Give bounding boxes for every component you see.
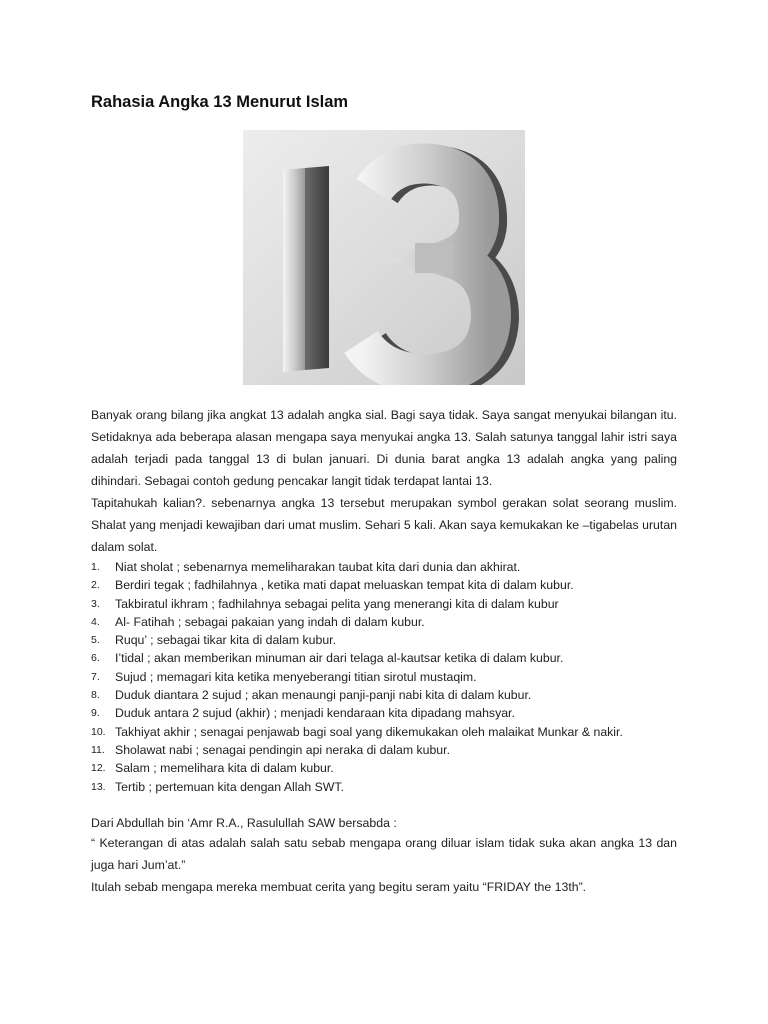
list-number: 8. — [91, 689, 100, 702]
list-number: 6. — [91, 652, 100, 665]
list-text: Sholawat nabi ; senagai pendingin api neraka di dalam kubur. — [115, 742, 450, 757]
list-item — [91, 778, 677, 796]
list-number: 2. — [91, 579, 100, 592]
list-item — [91, 759, 677, 777]
list-number: 5. — [91, 634, 100, 647]
list-item — [91, 576, 677, 594]
quote-text: “ Keterangan di atas adalah salah satu sebab mengapa orang diluar islam tidak suka akan angka 13 dan juga hari Jum’at.” — [91, 835, 677, 872]
hadith-quote — [91, 814, 677, 876]
list-text: Al- Fatihah ; sebagai pakaian yang indah di dalam kubur. — [115, 614, 425, 629]
list-text: Berdiri tegak ; fadhilahnya , ketika mati dapat meluaskan tempat kita di dalam kubur. — [115, 578, 574, 593]
prayer-steps-list — [91, 558, 677, 796]
list-text: Duduk diantara 2 sujud ; akan menaungi panji-panji nabi kita di dalam kubur. — [115, 688, 532, 703]
article-body — [91, 404, 677, 898]
list-number: 11. — [91, 743, 105, 756]
list-item — [91, 686, 677, 704]
list-item — [91, 668, 677, 686]
list-number: 4. — [91, 615, 100, 628]
list-number: 10. — [91, 725, 106, 738]
intro-paragraph: Banyak orang bilang jika angkat 13 adalah angka sial. Bagi saya tidak. Saya sangat menyukai bilangan itu. Setidaknya ada beberapa alasan mengapa saya menyukai angka 13. Salah satunya tanggal lahir istri saya adalah terjadi pada tanggal 13 di bulan januari. Di dunia barat angka 13 adalah angka yang paling dihindari. Sebagai contoh gedung pencakar langit tidak terdapat lantai 13. — [91, 408, 677, 488]
list-item — [91, 595, 677, 613]
list-number: 3. — [91, 597, 100, 610]
second-paragraph: Tapitahukah kalian?. sebenarnya angka 13 tersebut merupakan symbol gerakan solat seorang muslim. Shalat yang menjadi kewajiban dari umat muslim. Sehari 5 kali. Akan saya kemukakan ke –tigabelas urutan dalam solat. — [91, 496, 677, 554]
list-text: Sujud ; memagari kita ketika menyeberangi titian sirotul mustaqim. — [115, 669, 477, 684]
list-item — [91, 631, 677, 649]
page-title: Rahasia Angka 13 Menurut Islam — [91, 93, 349, 111]
list-text: Duduk antara 2 sujud (akhir) ; menjadi kendaraan kita dipadang mahsyar. — [115, 706, 515, 721]
list-text: Takhiyat akhir ; senagai penjawab bagi soal yang dikemukakan oleh malaikat Munkar & nakir. — [115, 724, 623, 739]
list-text: Ruqu’ ; sebagai tikar kita di dalam kubur. — [115, 633, 337, 648]
quote-source: Dari Abdullah bin ‘Amr R.A., Rasulullah SAW bersabda : — [91, 815, 397, 830]
list-number: 13. — [91, 780, 106, 793]
closing-paragraph: Itulah sebab mengapa mereka membuat cerita yang begitu seram yaitu “FRIDAY the 13th”. — [91, 879, 587, 894]
list-number: 9. — [91, 707, 100, 720]
list-item — [91, 723, 677, 741]
list-text: Niat sholat ; sebenarnya memeliharakan taubat kita dari dunia dan akhirat. — [115, 560, 521, 574]
list-item — [91, 613, 677, 631]
list-number: 12. — [91, 762, 106, 775]
list-text: I’tidal ; akan memberikan minuman air dari telaga al-kautsar ketika di dalam kubur. — [115, 651, 564, 666]
list-text: Salam ; memelihara kita di dalam kubur. — [115, 761, 334, 776]
list-item — [91, 704, 677, 722]
list-item — [91, 649, 677, 667]
list-number: 1. — [91, 561, 100, 573]
list-text: Takbiratul ikhram ; fadhilahnya sebagai pelita yang menerangi kita di dalam kubur — [115, 596, 559, 611]
list-number: 7. — [91, 670, 100, 683]
list-text: Tertib ; pertemuan kita dengan Allah SWT. — [115, 779, 344, 794]
list-item — [91, 741, 677, 759]
list-item — [91, 558, 677, 576]
number-13-photo — [243, 130, 525, 385]
